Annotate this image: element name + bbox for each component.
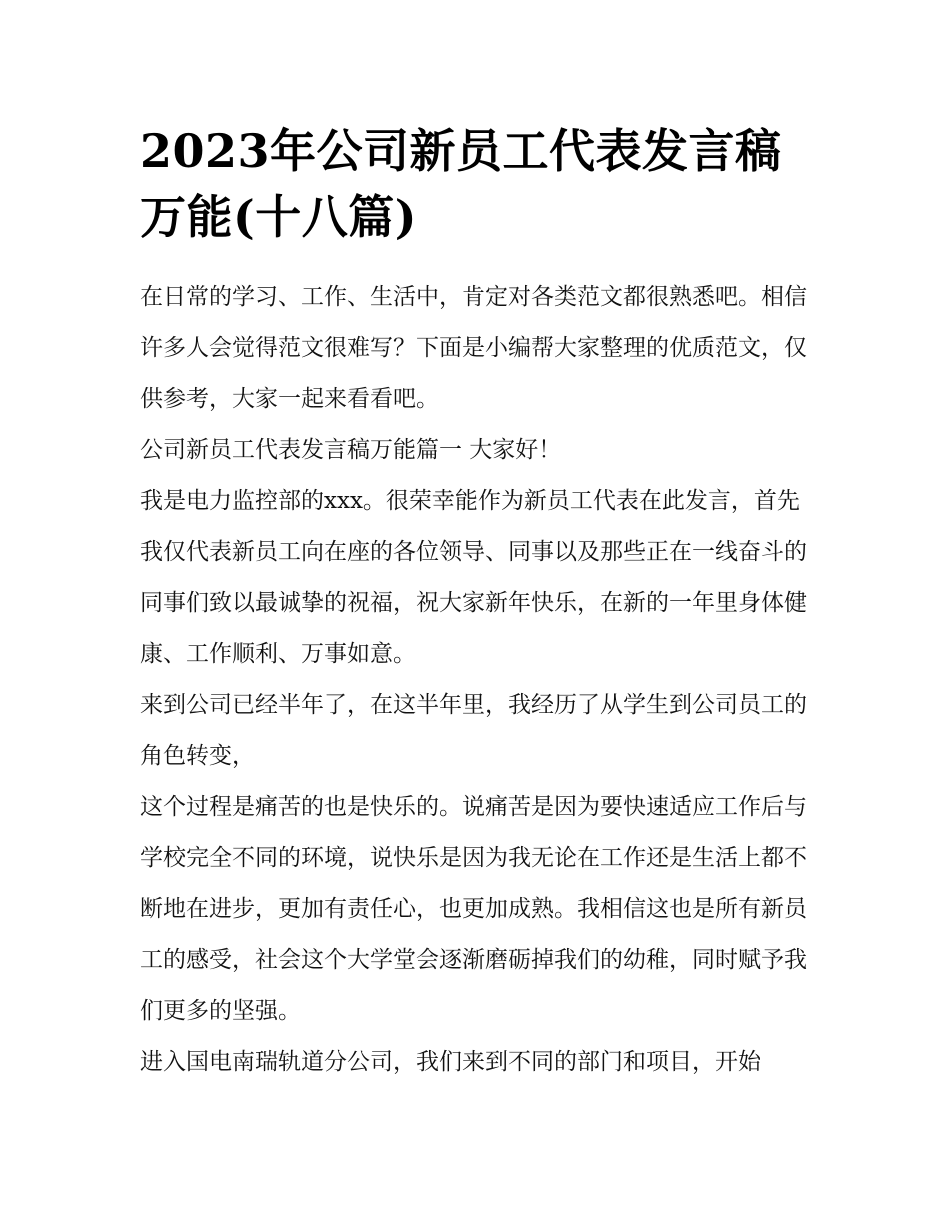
paragraph-list: [140, 272, 815, 1088]
title-line-2: 万能(十八篇): [140, 190, 418, 244]
paragraph-entry: 进入国电南瑞轨道分公司，我们来到不同的部门和项目，开始: [140, 1049, 761, 1075]
document-body: [140, 118, 815, 1088]
paragraph-self-intro: 我是电力监控部的xxx。很荣幸能作为新员工代表在此发言，首先我仅代表新员工向在座的各位领导、同事以及那些正在一线奋斗的同事们致以最诚挚的祝福，祝大家新年快乐，在新的一年里身体健康、工作顺利、万事如意。: [140, 488, 807, 667]
document-title: [140, 118, 815, 250]
title-line-1: 2023年公司新员工代表发言稿: [140, 124, 782, 178]
paragraph-process: 这个过程是痛苦的也是快乐的。说痛苦是因为要快速适应工作后与学校完全不同的环境，说快乐是因为我无论在工作还是生活上都不断地在进步，更加有责任心，也更加成熟。我相信这也是所有新员工的感受，社会这个大学堂会逐渐磨砺掉我们的幼稚，同时赋予我们更多的坚强。: [140, 794, 807, 1024]
paragraph-heading-1: 公司新员工代表发言稿万能篇一 大家好！: [140, 437, 562, 463]
paragraph-half-year: 来到公司已经半年了，在这半年里，我经历了从学生到公司员工的角色转变，: [140, 692, 807, 769]
paragraph-intro: 在日常的学习、工作、生活中，肯定对各类范文都很熟悉吧。相信许多人会觉得范文很难写？下面是小编帮大家整理的优质范文，仅供参考，大家一起来看看吧。: [140, 284, 807, 412]
